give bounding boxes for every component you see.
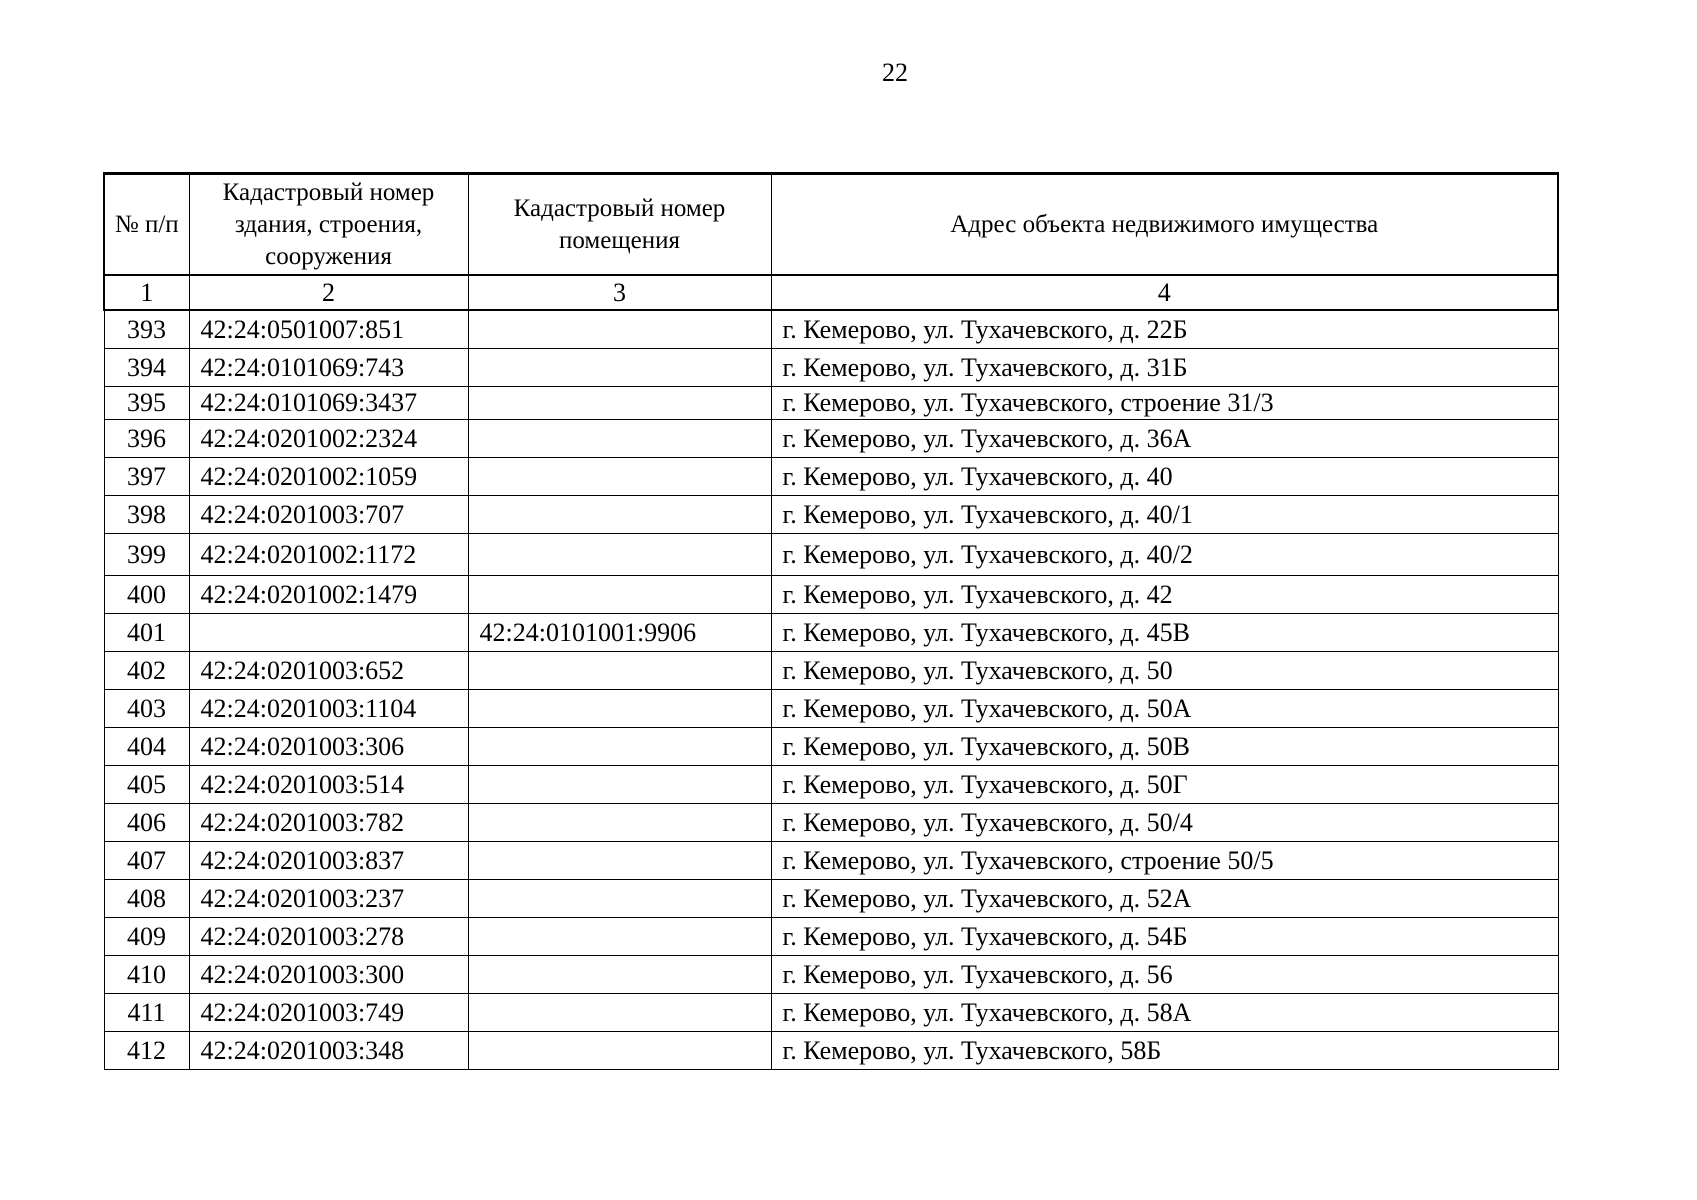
room-cadastral-cell bbox=[468, 420, 771, 458]
address-cell: г. Кемерово, ул. Тухачевского, д. 56 bbox=[771, 956, 1558, 994]
row-number-cell: 409 bbox=[104, 918, 189, 956]
address-cell: г. Кемерово, ул. Тухачевского, д. 40 bbox=[771, 458, 1558, 496]
address-cell: г. Кемерово, ул. Тухачевского, строение 50/5 bbox=[771, 842, 1558, 880]
table-row bbox=[104, 420, 1558, 458]
table-row bbox=[104, 614, 1558, 652]
building-cadastral-cell: 42:24:0501007:851 bbox=[189, 310, 468, 349]
building-cadastral-cell: 42:24:0201003:1104 bbox=[189, 690, 468, 728]
room-cadastral-cell bbox=[468, 496, 771, 534]
building-cadastral-cell: 42:24:0201002:2324 bbox=[189, 420, 468, 458]
column-number: 2 bbox=[189, 275, 468, 310]
table-row bbox=[104, 576, 1558, 614]
room-cadastral-cell bbox=[468, 1032, 771, 1070]
row-number-cell: 407 bbox=[104, 842, 189, 880]
table-row bbox=[104, 804, 1558, 842]
row-number-cell: 405 bbox=[104, 766, 189, 804]
table-row bbox=[104, 534, 1558, 576]
table-row bbox=[104, 387, 1558, 420]
room-cadastral-cell bbox=[468, 458, 771, 496]
address-cell: г. Кемерово, ул. Тухачевского, д. 50 bbox=[771, 652, 1558, 690]
column-number: 4 bbox=[771, 275, 1558, 310]
building-cadastral-cell: 42:24:0201003:300 bbox=[189, 956, 468, 994]
room-cadastral-cell bbox=[468, 842, 771, 880]
table-row bbox=[104, 652, 1558, 690]
table-row bbox=[104, 728, 1558, 766]
building-cadastral-cell: 42:24:0201003:514 bbox=[189, 766, 468, 804]
building-cadastral-cell: 42:24:0201003:837 bbox=[189, 842, 468, 880]
table-row bbox=[104, 496, 1558, 534]
table-row bbox=[104, 310, 1558, 349]
row-number-cell: 399 bbox=[104, 534, 189, 576]
table-row bbox=[104, 994, 1558, 1032]
row-number-cell: 395 bbox=[104, 387, 189, 420]
room-cadastral-cell bbox=[468, 690, 771, 728]
column-number: 3 bbox=[468, 275, 771, 310]
building-cadastral-cell: 42:24:0201002:1059 bbox=[189, 458, 468, 496]
header-room-cadastral: Кадастровый номер помещения bbox=[468, 174, 771, 276]
building-cadastral-cell: 42:24:0201003:237 bbox=[189, 880, 468, 918]
table-row bbox=[104, 880, 1558, 918]
room-cadastral-cell bbox=[468, 804, 771, 842]
table-row bbox=[104, 690, 1558, 728]
address-cell: г. Кемерово, ул. Тухачевского, д. 31Б bbox=[771, 349, 1558, 387]
building-cadastral-cell: 42:24:0101069:743 bbox=[189, 349, 468, 387]
address-cell: г. Кемерово, ул. Тухачевского, д. 50В bbox=[771, 728, 1558, 766]
building-cadastral-cell: 42:24:0201003:782 bbox=[189, 804, 468, 842]
room-cadastral-cell bbox=[468, 766, 771, 804]
address-cell: г. Кемерово, ул. Тухачевского, д. 36А bbox=[771, 420, 1558, 458]
row-number-cell: 400 bbox=[104, 576, 189, 614]
building-cadastral-cell: 42:24:0201003:348 bbox=[189, 1032, 468, 1070]
room-cadastral-cell bbox=[468, 994, 771, 1032]
address-cell: г. Кемерово, ул. Тухачевского, д. 52А bbox=[771, 880, 1558, 918]
row-number-cell: 404 bbox=[104, 728, 189, 766]
address-cell: г. Кемерово, ул. Тухачевского, д. 45В bbox=[771, 614, 1558, 652]
address-cell: г. Кемерово, ул. Тухачевского, д. 22Б bbox=[771, 310, 1558, 349]
building-cadastral-cell: 42:24:0201003:278 bbox=[189, 918, 468, 956]
row-number-cell: 396 bbox=[104, 420, 189, 458]
room-cadastral-cell bbox=[468, 576, 771, 614]
row-number-cell: 394 bbox=[104, 349, 189, 387]
building-cadastral-cell: 42:24:0201003:749 bbox=[189, 994, 468, 1032]
header-address: Адрес объекта недвижимого имущества bbox=[771, 174, 1558, 276]
table-row bbox=[104, 842, 1558, 880]
address-cell: г. Кемерово, ул. Тухачевского, д. 40/1 bbox=[771, 496, 1558, 534]
table-row bbox=[104, 458, 1558, 496]
room-cadastral-cell bbox=[468, 349, 771, 387]
address-cell: г. Кемерово, ул. Тухачевского, д. 42 bbox=[771, 576, 1558, 614]
address-cell: г. Кемерово, ул. Тухачевского, 58Б bbox=[771, 1032, 1558, 1070]
row-number-cell: 406 bbox=[104, 804, 189, 842]
row-number-cell: 401 bbox=[104, 614, 189, 652]
row-number-cell: 403 bbox=[104, 690, 189, 728]
building-cadastral-cell: 42:24:0201003:707 bbox=[189, 496, 468, 534]
header-building-cadastral: Кадастровый номер здания, строения, сооружения bbox=[189, 174, 468, 276]
room-cadastral-cell bbox=[468, 728, 771, 766]
address-cell: г. Кемерово, ул. Тухачевского, д. 40/2 bbox=[771, 534, 1558, 576]
page-number: 22 bbox=[882, 58, 908, 87]
room-cadastral-cell bbox=[468, 956, 771, 994]
table-row bbox=[104, 956, 1558, 994]
row-number-cell: 410 bbox=[104, 956, 189, 994]
building-cadastral-cell bbox=[189, 614, 468, 652]
row-number-cell: 398 bbox=[104, 496, 189, 534]
room-cadastral-cell bbox=[468, 387, 771, 420]
room-cadastral-cell: 42:24:0101001:9906 bbox=[468, 614, 771, 652]
room-cadastral-cell bbox=[468, 918, 771, 956]
address-cell: г. Кемерово, ул. Тухачевского, д. 54Б bbox=[771, 918, 1558, 956]
address-cell: г. Кемерово, ул. Тухачевского, д. 58А bbox=[771, 994, 1558, 1032]
room-cadastral-cell bbox=[468, 880, 771, 918]
row-number-cell: 411 bbox=[104, 994, 189, 1032]
row-number-cell: 393 bbox=[104, 310, 189, 349]
building-cadastral-cell: 42:24:0201002:1479 bbox=[189, 576, 468, 614]
building-cadastral-cell: 42:24:0201003:652 bbox=[189, 652, 468, 690]
column-number-row bbox=[104, 275, 1558, 310]
room-cadastral-cell bbox=[468, 534, 771, 576]
building-cadastral-cell: 42:24:0101069:3437 bbox=[189, 387, 468, 420]
address-cell: г. Кемерово, ул. Тухачевского, строение 31/3 bbox=[771, 387, 1558, 420]
table-row bbox=[104, 766, 1558, 804]
room-cadastral-cell bbox=[468, 310, 771, 349]
address-cell: г. Кемерово, ул. Тухачевского, д. 50/4 bbox=[771, 804, 1558, 842]
building-cadastral-cell: 42:24:0201002:1172 bbox=[189, 534, 468, 576]
table-header-row bbox=[104, 174, 1558, 276]
address-cell: г. Кемерово, ул. Тухачевского, д. 50А bbox=[771, 690, 1558, 728]
room-cadastral-cell bbox=[468, 652, 771, 690]
address-cell: г. Кемерово, ул. Тухачевского, д. 50Г bbox=[771, 766, 1558, 804]
column-number: 1 bbox=[104, 275, 189, 310]
row-number-cell: 402 bbox=[104, 652, 189, 690]
property-registry-table bbox=[103, 172, 1559, 1070]
row-number-cell: 397 bbox=[104, 458, 189, 496]
header-no: № п/п bbox=[104, 174, 189, 276]
table-row bbox=[104, 349, 1558, 387]
table-row bbox=[104, 918, 1558, 956]
row-number-cell: 408 bbox=[104, 880, 189, 918]
table-row bbox=[104, 1032, 1558, 1070]
row-number-cell: 412 bbox=[104, 1032, 189, 1070]
building-cadastral-cell: 42:24:0201003:306 bbox=[189, 728, 468, 766]
